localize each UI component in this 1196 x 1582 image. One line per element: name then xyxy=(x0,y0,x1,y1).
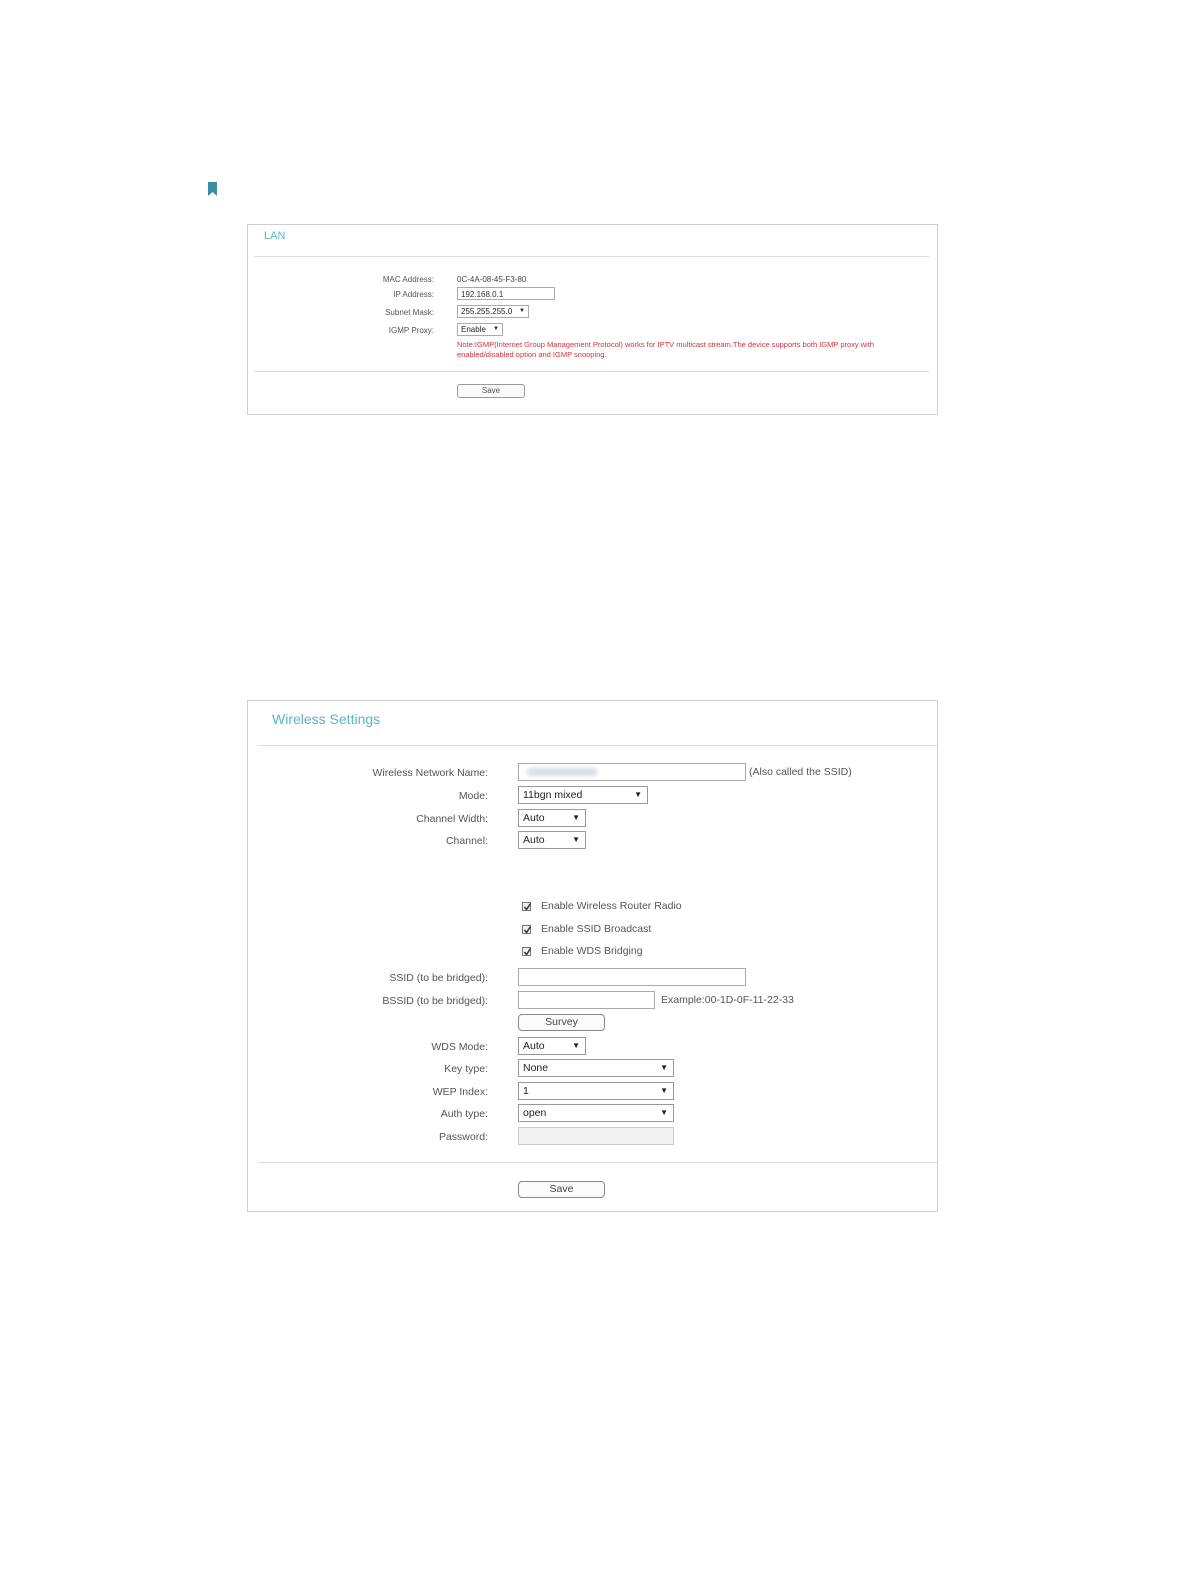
bridge-bssid-label: BSSID (to be bridged): xyxy=(382,995,488,1007)
password-input[interactable] xyxy=(518,1127,674,1145)
key-type-label: Key type: xyxy=(444,1063,488,1075)
wds-mode-label: WDS Mode: xyxy=(431,1041,488,1053)
ssid-input[interactable] xyxy=(518,763,746,781)
triangle-down-icon: ▼ xyxy=(660,1108,668,1117)
wds-mode-value: Auto xyxy=(523,1040,545,1052)
triangle-down-icon: ▼ xyxy=(519,308,525,314)
subnet-mask-row xyxy=(248,305,937,321)
channel-width-label: Channel Width: xyxy=(416,813,488,825)
checkmark-icon xyxy=(523,947,532,957)
wireless-panel-title: Wireless Settings xyxy=(272,711,381,727)
wep-index-row xyxy=(248,1082,937,1102)
triangle-down-icon: ▼ xyxy=(634,790,642,799)
bridge-ssid-input[interactable] xyxy=(518,968,746,986)
auth-type-value: open xyxy=(523,1107,547,1119)
ssid-row xyxy=(248,763,937,783)
ssid-hint: (Also called the SSID) xyxy=(749,766,852,778)
enable-radio-label: Enable Wireless Router Radio xyxy=(541,900,682,912)
mac-address-row xyxy=(248,272,937,288)
key-type-row xyxy=(248,1059,937,1079)
igmp-proxy-value: Enable xyxy=(461,325,486,334)
bridge-ssid-row xyxy=(248,968,937,988)
triangle-down-icon: ▼ xyxy=(572,813,580,822)
subnet-mask-value: 255.255.255.0 xyxy=(461,307,513,316)
divider xyxy=(258,745,937,746)
igmp-note: Note:IGMP(Internet Group Management Protocol) works for IPTV multicast stream.The device supports both IGMP proxy with enabled/disabled option and IGMP snooping. xyxy=(457,340,875,359)
lan-save-button[interactable]: Save xyxy=(457,384,525,398)
enable-ssid-broadcast-checkbox[interactable] xyxy=(522,925,531,934)
divider xyxy=(258,1162,937,1163)
mode-select[interactable] xyxy=(518,786,648,804)
enable-radio-checkbox[interactable] xyxy=(522,902,531,911)
mode-label: Mode: xyxy=(458,790,488,802)
mode-row xyxy=(248,786,937,806)
lan-panel-title: LAN xyxy=(264,230,286,242)
channel-select[interactable] xyxy=(518,831,586,849)
wds-mode-row xyxy=(248,1037,937,1057)
wep-index-select[interactable] xyxy=(518,1082,674,1100)
auth-type-row xyxy=(248,1104,937,1124)
ip-address-row xyxy=(248,287,937,303)
channel-row xyxy=(248,831,937,851)
key-type-value: None xyxy=(523,1062,549,1074)
enable-wds-checkbox[interactable] xyxy=(522,947,531,956)
mac-address-value: 0C-4A-08-45-F3-80 xyxy=(457,275,527,284)
triangle-down-icon: ▼ xyxy=(572,1041,580,1050)
auth-type-label: Auth type: xyxy=(440,1108,488,1120)
enable-ssid-broadcast-label: Enable SSID Broadcast xyxy=(541,923,652,935)
channel-width-value: Auto xyxy=(523,812,545,824)
wds-mode-select[interactable] xyxy=(518,1037,586,1055)
bridge-bssid-row xyxy=(248,991,937,1011)
bssid-example: Example:00-1D-0F-11-22-33 xyxy=(661,994,794,1006)
triangle-down-icon: ▼ xyxy=(660,1063,668,1072)
igmp-proxy-select[interactable] xyxy=(457,323,503,336)
ip-address-input[interactable]: 192.168.0.1 xyxy=(457,287,555,300)
wep-index-value: 1 xyxy=(523,1085,529,1097)
mode-value: 11bgn mixed xyxy=(523,789,583,801)
igmp-proxy-label: IGMP Proxy: xyxy=(388,326,434,335)
checkmark-icon xyxy=(523,902,532,912)
ip-address-label: IP Address: xyxy=(393,290,434,299)
enable-wds-label: Enable WDS Bridging xyxy=(541,945,643,957)
lan-settings-panel xyxy=(247,224,938,415)
blurred-ssid-value xyxy=(527,768,597,776)
channel-value: Auto xyxy=(523,834,545,846)
auth-type-select[interactable] xyxy=(518,1104,674,1122)
channel-width-row xyxy=(248,809,937,829)
triangle-down-icon: ▼ xyxy=(493,326,499,332)
subnet-mask-select[interactable] xyxy=(457,305,529,318)
triangle-down-icon: ▼ xyxy=(572,835,580,844)
ssid-label: Wireless Network Name: xyxy=(372,767,488,779)
survey-button[interactable]: Survey xyxy=(518,1014,605,1031)
bridge-ssid-label: SSID (to be bridged): xyxy=(389,972,488,984)
triangle-down-icon: ▼ xyxy=(660,1086,668,1095)
checkmark-icon xyxy=(523,925,532,935)
divider xyxy=(254,371,929,372)
subnet-mask-label: Subnet Mask: xyxy=(385,308,434,317)
divider xyxy=(254,256,929,257)
password-row xyxy=(248,1127,937,1147)
password-label: Password: xyxy=(438,1131,488,1143)
wep-index-label: WEP Index: xyxy=(432,1086,488,1098)
wireless-save-button[interactable]: Save xyxy=(518,1181,605,1198)
bridge-bssid-input[interactable] xyxy=(518,991,655,1009)
mac-address-label: MAC Address: xyxy=(382,275,434,284)
wireless-settings-panel xyxy=(247,700,938,1212)
channel-label: Channel: xyxy=(445,835,488,847)
key-type-select[interactable] xyxy=(518,1059,674,1077)
igmp-proxy-row xyxy=(248,323,937,339)
channel-width-select[interactable] xyxy=(518,809,586,827)
